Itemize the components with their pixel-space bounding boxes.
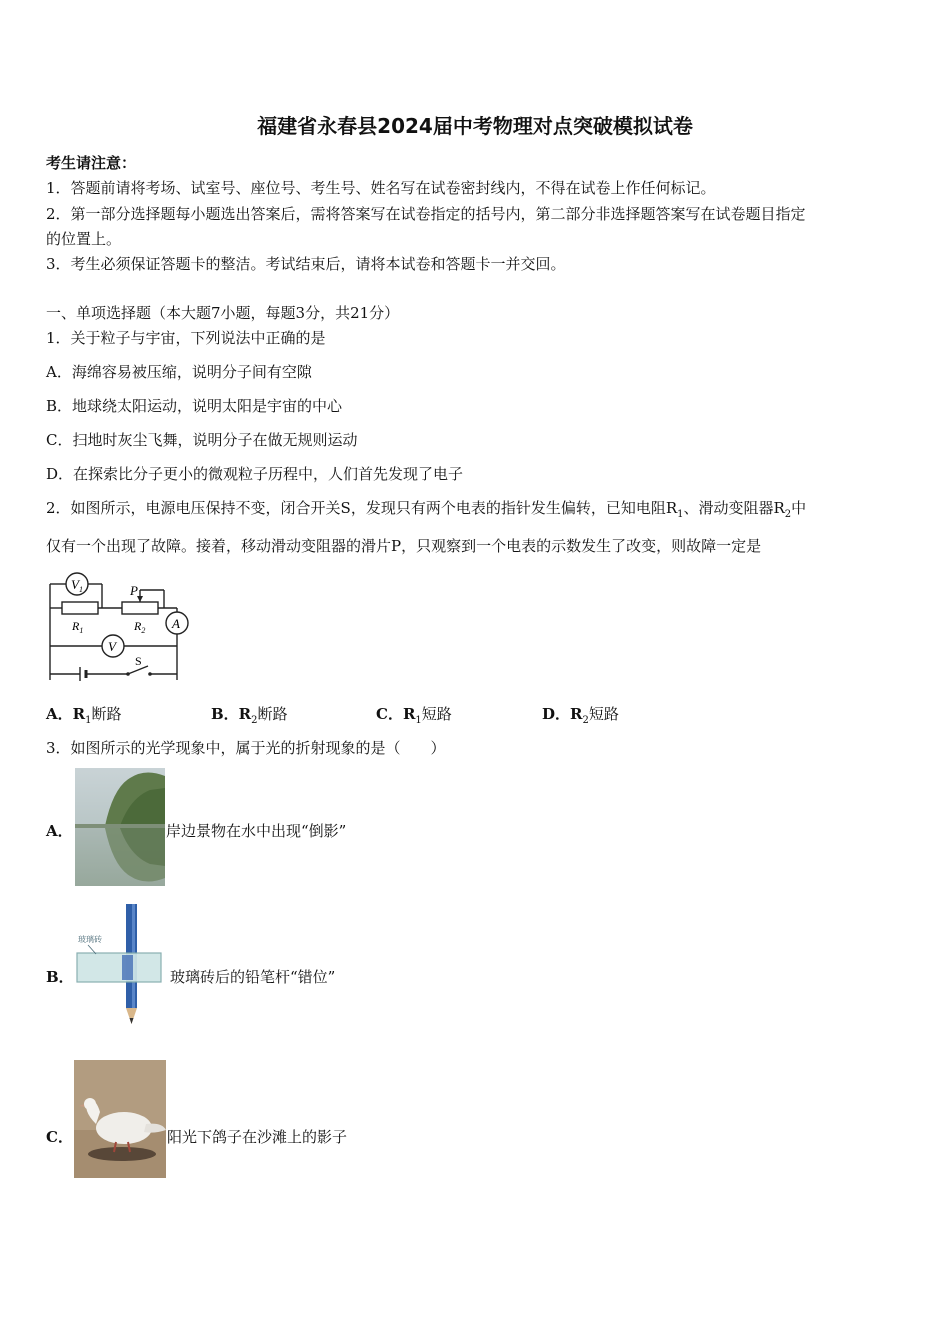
q2-option-c: C．$R_1$短路 — [376, 705, 452, 726]
q3-stem: 3．如图所示的光学现象中，属于光的折射现象的是（ ） — [46, 739, 446, 757]
pigeon-shadow-image — [74, 1060, 166, 1178]
circuit-r1-label: $R_1$ — [72, 619, 84, 635]
section-heading: 一、单项选择题（本大题7小题，每题3分，共21分） — [46, 304, 400, 322]
circuit-s-label: S — [135, 654, 142, 668]
page-title: 福建省永春县2024届中考物理对点突破模拟试卷 — [257, 114, 693, 138]
q3-option-c-letter: C． — [46, 1128, 73, 1146]
q3-option-b-letter: B． — [46, 968, 74, 986]
q1-stem: 1．关于粒子与宇宙，下列说法中正确的是 — [46, 329, 326, 347]
circuit-r2-label: $R_2$ — [134, 619, 146, 635]
q1-option-a: A．海绵容易被压缩，说明分子间有空隙 — [46, 363, 312, 381]
q2-option-a: A．$R_1$断路 — [46, 705, 122, 726]
q3-option-b-text: 玻璃砖后的铅笔杆“错位” — [170, 968, 336, 986]
glass-brick-label: 玻璃砖 — [78, 935, 102, 944]
q1-option-d: D．在探索比分子更小的微观粒子历程中，人们首先发现了电子 — [46, 465, 464, 483]
q2-stem-line1: 2．如图所示，电源电压保持不变，闭合开关S，发现只有两个电表的指针发生偏转，已知电阻$R_1$、滑动变阻器$R_2$中 — [46, 499, 807, 520]
q3-option-a-text: 岸边景物在水中出现“倒影” — [166, 822, 347, 840]
notice-item: 3．考生必须保证答题卡的整洁。考试结束后，请将本试卷和答题卡一并交回。 — [46, 255, 566, 273]
lake-reflection-image — [75, 768, 165, 886]
notice-item: 2．第一部分选择题每小题选出答案后，需将答案写在试卷指定的括号内，第二部分非选择题答案写在试卷题目指定 — [46, 205, 806, 223]
circuit-diagram — [44, 568, 194, 686]
circuit-p-label: P — [130, 583, 138, 598]
q2-option-d: D．$R_2$短路 — [542, 705, 619, 726]
notice-heading: 考生请注意： — [46, 154, 137, 172]
pencil-glass-brick-image — [74, 900, 168, 1028]
q2-option-b: B．$R_2$断路 — [211, 705, 288, 726]
q2-stem-line2: 仅有一个出现了故障。接着，移动滑动变阻器的滑片P，只观察到一个电表的示数发生了改变，则故障一定是 — [46, 537, 762, 555]
q3-option-c-text: 阳光下鸽子在沙滩上的影子 — [167, 1128, 348, 1146]
circuit-v1-label: $V_1$ — [71, 577, 83, 594]
q1-option-b: B．地球绕太阳运动，说明太阳是宇宙的中心 — [46, 397, 343, 415]
q1-option-c: C．扫地时灰尘飞舞，说明分子在做无规则运动 — [46, 431, 358, 449]
notice-item: 1．答题前请将考场、试室号、座位号、考生号、姓名写在试卷密封线内，不得在试卷上作任何标记。 — [46, 179, 716, 197]
q3-option-a-letter: A． — [46, 822, 73, 840]
circuit-a-label: A — [172, 616, 180, 631]
circuit-v-label: V — [108, 639, 116, 654]
notice-item: 的位置上。 — [46, 230, 122, 248]
